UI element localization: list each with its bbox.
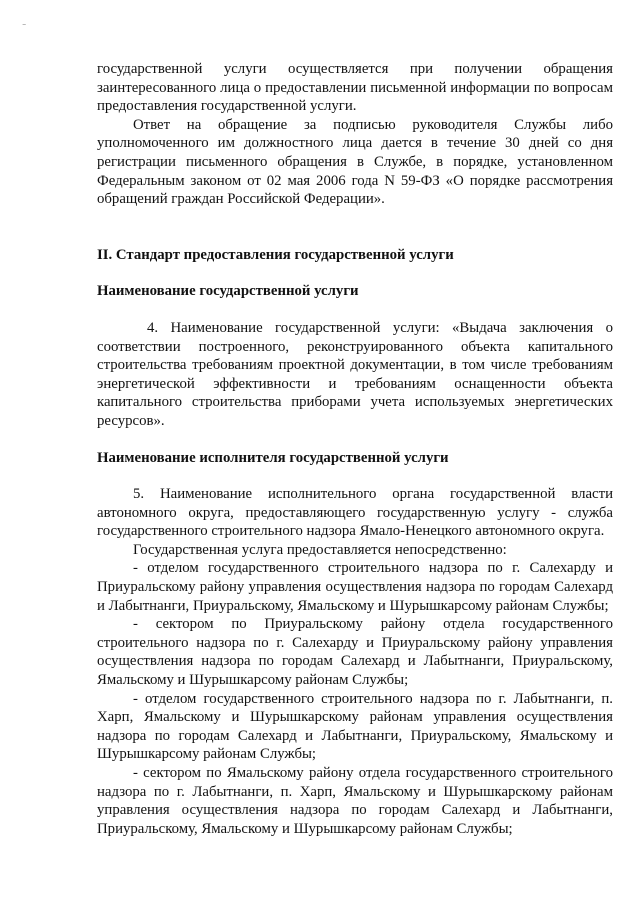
spacer: [97, 209, 613, 246]
list-item-4: - сектором по Ямальскому району отдела государственного строительного надзора по г. Лабытнанги, п. Харп, Ямальскому и Шурышкарскому районам управления осуществления надзора по городам Салехард и Лабытнанги, Приуральскому, Ямальскому и Шурышкарсому районам Службы;: [97, 765, 613, 837]
paragraph-response: Ответ на обращение за подписью руководителя Службы либо уполномоченного им должностного лица дается в течение 30 дней со дня регистрации письменного обращения в Службе, в порядке, установленном Федеральным законом от 02 мая 2006 года N 59-ФЗ «О порядке рассмотрения обращений граждан Российской Федерации».: [97, 116, 613, 208]
spacer: [97, 264, 613, 282]
spacer: [97, 431, 613, 449]
list-item-3: - отделом государственного строительного надзора по г. Лабытнанги, п. Харп, Ямальскому и Шурышкарскому районам управления осуществления надзора по городам Салехард и Лабытнанги, Приуральскому, Ямальскому и Шурышкарсому районам Службы;: [97, 690, 613, 763]
subheading-executor: Наименование исполнителя государственной услуги: [97, 449, 449, 466]
paragraph-6: Государственная услуга предоставляется непосредственно:: [133, 541, 507, 558]
list-item-1: - отделом государственного строительного надзора по г. Салехарду и Приуральскому району управления осуществления надзора по городам Салехард и Лабытнанги, Приуральскому, Ямальскому и Шурышкарсому районам Службы;: [97, 560, 613, 614]
paragraph-5: 5. Наименование исполнительного органа государственной власти автономного округа, предоставляющего государственную услугу - служба государственного строительного надзора Ямало-Ненецкого автономного округа.: [97, 486, 613, 540]
subheading-service-name: Наименование государственной услуги: [97, 283, 359, 300]
spacer: [97, 467, 613, 485]
corner-mark: -: [22, 17, 27, 31]
section-heading: II. Стандарт предоставления государственной услуги: [97, 246, 454, 263]
document-page: [97, 60, 613, 838]
paragraph-continuation: государственной услуги осуществляется при получении обращения заинтересованного лица о предоставлении письменной информации по вопросам предоставления государственной услуги.: [97, 61, 613, 115]
spacer: [97, 301, 613, 319]
list-item-2: - сектором по Приуральскому району отдела государственного строительного надзора по г. Салехарду и Приуральскому району управления осуществления надзора по городам Салехард и Лабытнанги, Приуральскому, Ямальскому и Шурышкарсому районам Службы;: [97, 616, 613, 689]
paragraph-4: 4. Наименование государственной услуги: «Выдача заключения о соответствии построенного, реконструированного объекта капитального строительства требованиям проектной документации, в том числе требованиям энергетической эффективности и требованиям оснащенности объекта капитального строительства приборами учета используемых энергетических ресурсов».: [97, 319, 613, 429]
